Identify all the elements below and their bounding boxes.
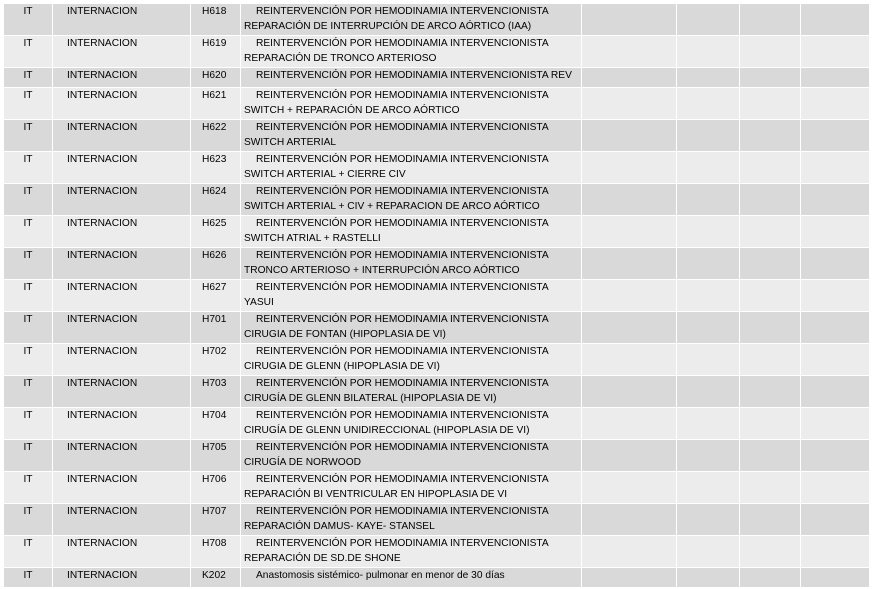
table-row — [4, 120, 870, 152]
empty-cell — [740, 280, 801, 312]
descripcion-line-2: REPARACIÓN DE INTERRUPCIÓN DE ARCO AÓRTICO (IAA) — [244, 21, 532, 32]
tipo-cell: IT — [4, 408, 53, 440]
tipo-cell: IT — [4, 4, 53, 36]
descripcion-line-1: Anastomosis sistémico- pulmonar en menor de 30 días — [256, 570, 505, 581]
descripcion-line-1: REINTERVENCIÓN POR HEMODINAMIA INTERVENCIONISTA — [256, 38, 549, 49]
descripcion-line-2: REPARACIÓN DE TRONCO ARTERIOSO — [244, 53, 437, 64]
descripcion-cell — [241, 4, 582, 36]
empty-cell — [582, 4, 677, 36]
empty-cell — [677, 184, 740, 216]
empty-cell — [740, 472, 801, 504]
table-row — [4, 248, 870, 280]
ambito-cell: INTERNACION — [53, 184, 191, 216]
tipo-cell: IT — [4, 472, 53, 504]
descripcion-line-1: REINTERVENCIÓN POR HEMODINAMIA INTERVENCIONISTA — [256, 250, 549, 261]
descripcion-cell — [241, 408, 582, 440]
table-row — [4, 408, 870, 440]
empty-cell — [801, 536, 870, 568]
codigo-cell: H707 — [191, 504, 241, 536]
ambito-cell: INTERNACION — [53, 152, 191, 184]
descripcion-cell — [241, 568, 582, 588]
codigo-cell: H708 — [191, 536, 241, 568]
empty-cell — [582, 440, 677, 472]
empty-cell — [677, 36, 740, 68]
descripcion-cell — [241, 504, 582, 536]
codigo-cell: H618 — [191, 4, 241, 36]
descripcion-line-2: SWITCH ARTERIAL — [244, 137, 337, 148]
descripcion-cell — [241, 344, 582, 376]
table-row — [4, 440, 870, 472]
empty-cell — [801, 440, 870, 472]
empty-cell — [582, 216, 677, 248]
descripcion-cell — [241, 36, 582, 68]
descripcion-line-1: REINTERVENCIÓN POR HEMODINAMIA INTERVENCIONISTA — [256, 6, 549, 17]
empty-cell — [740, 36, 801, 68]
empty-cell — [582, 120, 677, 152]
tipo-cell: IT — [4, 568, 53, 588]
ambito-cell: INTERNACION — [53, 248, 191, 280]
empty-cell — [582, 344, 677, 376]
empty-cell — [582, 376, 677, 408]
table-row — [4, 88, 870, 120]
empty-cell — [582, 568, 677, 588]
codigo-cell: H625 — [191, 216, 241, 248]
codigo-cell: H705 — [191, 440, 241, 472]
empty-cell — [801, 4, 870, 36]
ambito-cell: INTERNACION — [53, 216, 191, 248]
tipo-cell: IT — [4, 536, 53, 568]
empty-cell — [801, 504, 870, 536]
table-row — [4, 68, 870, 88]
ambito-cell: INTERNACION — [53, 472, 191, 504]
empty-cell — [801, 408, 870, 440]
empty-cell — [740, 120, 801, 152]
empty-cell — [677, 408, 740, 440]
empty-cell — [740, 88, 801, 120]
ambito-cell: INTERNACION — [53, 280, 191, 312]
empty-cell — [677, 504, 740, 536]
empty-cell — [677, 568, 740, 588]
descripcion-cell — [241, 536, 582, 568]
empty-cell — [677, 88, 740, 120]
tipo-cell: IT — [4, 120, 53, 152]
descripcion-line-1: REINTERVENCIÓN POR HEMODINAMIA INTERVENCIONISTA — [256, 410, 549, 421]
descripcion-line-1: REINTERVENCIÓN POR HEMODINAMIA INTERVENCIONISTA — [256, 154, 549, 165]
empty-cell — [801, 568, 870, 588]
tipo-cell: IT — [4, 88, 53, 120]
descripcion-line-2: SWITCH ARTERIAL + CIERRE CIV — [244, 169, 406, 180]
tipo-cell: IT — [4, 504, 53, 536]
empty-cell — [677, 248, 740, 280]
codigo-cell: H621 — [191, 88, 241, 120]
descripcion-cell — [241, 120, 582, 152]
empty-cell — [677, 376, 740, 408]
descripcion-line-2: CIRUGIA DE FONTAN (HIPOPLASIA DE VI) — [244, 329, 446, 340]
descripcion-cell — [241, 184, 582, 216]
empty-cell — [582, 152, 677, 184]
ambito-cell: INTERNACION — [53, 120, 191, 152]
descripcion-cell — [241, 88, 582, 120]
table-row — [4, 376, 870, 408]
codigo-cell: H619 — [191, 36, 241, 68]
empty-cell — [801, 152, 870, 184]
empty-cell — [740, 68, 801, 88]
table-row — [4, 152, 870, 184]
empty-cell — [740, 568, 801, 588]
empty-cell — [740, 248, 801, 280]
ambito-cell: INTERNACION — [53, 88, 191, 120]
descripcion-line-1: REINTERVENCIÓN POR HEMODINAMIA INTERVENCIONISTA — [256, 314, 549, 325]
empty-cell — [740, 4, 801, 36]
empty-cell — [677, 152, 740, 184]
descripcion-line-1: REINTERVENCIÓN POR HEMODINAMIA INTERVENCIONISTA — [256, 218, 549, 229]
table-row — [4, 184, 870, 216]
procedures-table-body — [4, 4, 870, 588]
empty-cell — [740, 216, 801, 248]
empty-cell — [677, 312, 740, 344]
table-row — [4, 312, 870, 344]
descripcion-line-1: REINTERVENCIÓN POR HEMODINAMIA INTERVENCIONISTA — [256, 346, 549, 357]
empty-cell — [677, 216, 740, 248]
tipo-cell: IT — [4, 36, 53, 68]
table-row — [4, 280, 870, 312]
ambito-cell: INTERNACION — [53, 36, 191, 68]
table-row — [4, 216, 870, 248]
empty-cell — [740, 408, 801, 440]
descripcion-line-2: SWITCH ARTERIAL + CIV + REPARACION DE ARCO AÓRTICO — [244, 201, 540, 212]
table-row — [4, 504, 870, 536]
descripcion-cell — [241, 248, 582, 280]
empty-cell — [677, 120, 740, 152]
descripcion-line-1: REINTERVENCIÓN POR HEMODINAMIA INTERVENCIONISTA — [256, 122, 549, 133]
codigo-cell: H701 — [191, 312, 241, 344]
descripcion-line-2: SWITCH + REPARACIÓN DE ARCO AÓRTICO — [244, 105, 460, 116]
codigo-cell: H704 — [191, 408, 241, 440]
descripcion-line-2: SWITCH ATRIAL + RASTELLI — [244, 233, 381, 244]
table-row — [4, 472, 870, 504]
ambito-cell: INTERNACION — [53, 68, 191, 88]
codigo-cell: K202 — [191, 568, 241, 588]
tipo-cell: IT — [4, 280, 53, 312]
ambito-cell: INTERNACION — [53, 4, 191, 36]
empty-cell — [582, 536, 677, 568]
descripcion-cell — [241, 440, 582, 472]
table-row — [4, 36, 870, 68]
descripcion-line-2: REPARACIÓN DAMUS- KAYE- STANSEL — [244, 521, 435, 532]
descripcion-line-1: REINTERVENCIÓN POR HEMODINAMIA INTERVENCIONISTA — [256, 282, 549, 293]
descripcion-line-2: CIRUGÍA DE GLENN BILATERAL (HIPOPLASIA DE VI) — [244, 393, 497, 404]
empty-cell — [740, 312, 801, 344]
empty-cell — [582, 408, 677, 440]
tipo-cell: IT — [4, 152, 53, 184]
tipo-cell: IT — [4, 184, 53, 216]
empty-cell — [801, 120, 870, 152]
descripcion-cell — [241, 216, 582, 248]
empty-cell — [677, 472, 740, 504]
descripcion-cell — [241, 472, 582, 504]
tipo-cell: IT — [4, 344, 53, 376]
ambito-cell: INTERNACION — [53, 408, 191, 440]
descripcion-line-1: REINTERVENCIÓN POR HEMODINAMIA INTERVENCIONISTA — [256, 442, 549, 453]
codigo-cell: H627 — [191, 280, 241, 312]
descripcion-line-2: YASUI — [244, 297, 274, 308]
empty-cell — [740, 536, 801, 568]
procedures-table — [3, 3, 870, 588]
empty-cell — [801, 344, 870, 376]
descripcion-line-1: REINTERVENCIÓN POR HEMODINAMIA INTERVENCIONISTA — [256, 378, 549, 389]
descripcion-cell — [241, 68, 582, 88]
ambito-cell: INTERNACION — [53, 504, 191, 536]
empty-cell — [801, 88, 870, 120]
empty-cell — [801, 248, 870, 280]
descripcion-line-2: CIRUGÍA DE NORWOOD — [244, 457, 361, 468]
codigo-cell: H626 — [191, 248, 241, 280]
ambito-cell: INTERNACION — [53, 312, 191, 344]
empty-cell — [801, 184, 870, 216]
empty-cell — [740, 152, 801, 184]
tipo-cell: IT — [4, 376, 53, 408]
empty-cell — [582, 36, 677, 68]
tipo-cell: IT — [4, 216, 53, 248]
empty-cell — [740, 376, 801, 408]
empty-cell — [740, 344, 801, 376]
empty-cell — [801, 312, 870, 344]
codigo-cell: H623 — [191, 152, 241, 184]
tipo-cell: IT — [4, 68, 53, 88]
empty-cell — [677, 4, 740, 36]
descripcion-cell — [241, 280, 582, 312]
empty-cell — [801, 68, 870, 88]
empty-cell — [582, 280, 677, 312]
codigo-cell: H706 — [191, 472, 241, 504]
descripcion-line-2: REPARACIÓN DE SD.DE SHONE — [244, 553, 401, 564]
empty-cell — [801, 472, 870, 504]
ambito-cell: INTERNACION — [53, 536, 191, 568]
empty-cell — [801, 216, 870, 248]
descripcion-cell — [241, 152, 582, 184]
empty-cell — [582, 68, 677, 88]
descripcion-line-2: TRONCO ARTERIOSO + INTERRUPCIÓN ARCO AÓRTICO — [244, 265, 520, 276]
table-row — [4, 536, 870, 568]
empty-cell — [582, 312, 677, 344]
empty-cell — [677, 536, 740, 568]
ambito-cell: INTERNACION — [53, 440, 191, 472]
table-row — [4, 4, 870, 36]
codigo-cell: H702 — [191, 344, 241, 376]
empty-cell — [677, 280, 740, 312]
empty-cell — [740, 440, 801, 472]
empty-cell — [582, 248, 677, 280]
tipo-cell: IT — [4, 248, 53, 280]
empty-cell — [582, 184, 677, 216]
codigo-cell: H622 — [191, 120, 241, 152]
codigo-cell: H624 — [191, 184, 241, 216]
descripcion-line-2: CIRUGÍA DE GLENN UNIDIRECCIONAL (HIPOPLASIA DE VI) — [244, 425, 530, 436]
descripcion-line-1: REINTERVENCIÓN POR HEMODINAMIA INTERVENCIONISTA — [256, 538, 549, 549]
empty-cell — [677, 440, 740, 472]
empty-cell — [677, 68, 740, 88]
descripcion-line-2: CIRUGIA DE GLENN (HIPOPLASIA DE VI) — [244, 361, 440, 372]
table-row — [4, 568, 870, 588]
empty-cell — [740, 504, 801, 536]
empty-cell — [582, 504, 677, 536]
tipo-cell: IT — [4, 440, 53, 472]
descripcion-line-1: REINTERVENCIÓN POR HEMODINAMIA INTERVENCIONISTA — [256, 90, 549, 101]
tipo-cell: IT — [4, 312, 53, 344]
descripcion-line-1: REINTERVENCIÓN POR HEMODINAMIA INTERVENCIONISTA — [256, 186, 549, 197]
empty-cell — [582, 88, 677, 120]
codigo-cell: H620 — [191, 68, 241, 88]
table-row — [4, 344, 870, 376]
empty-cell — [801, 36, 870, 68]
ambito-cell: INTERNACION — [53, 344, 191, 376]
empty-cell — [740, 184, 801, 216]
codigo-cell: H703 — [191, 376, 241, 408]
descripcion-cell — [241, 376, 582, 408]
empty-cell — [582, 472, 677, 504]
descripcion-line-1: REINTERVENCIÓN POR HEMODINAMIA INTERVENCIONISTA — [256, 474, 549, 485]
ambito-cell: INTERNACION — [53, 376, 191, 408]
empty-cell — [801, 280, 870, 312]
descripcion-cell — [241, 312, 582, 344]
ambito-cell: INTERNACION — [53, 568, 191, 588]
descripcion-line-1: REINTERVENCIÓN POR HEMODINAMIA INTERVENCIONISTA REV — [256, 70, 572, 81]
empty-cell — [801, 376, 870, 408]
empty-cell — [677, 344, 740, 376]
descripcion-line-1: REINTERVENCIÓN POR HEMODINAMIA INTERVENCIONISTA — [256, 506, 549, 517]
descripcion-line-2: REPARACIÓN BI VENTRICULAR EN HIPOPLASIA DE VI — [244, 489, 508, 500]
